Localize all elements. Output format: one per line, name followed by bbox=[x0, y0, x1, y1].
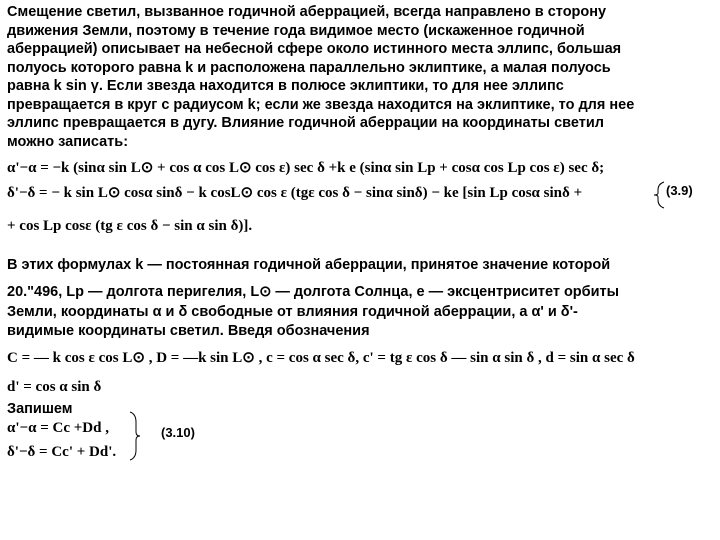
explanation-line: видимые координаты светил. Введя обозначения bbox=[7, 323, 370, 339]
formula-3-10-delta: δ'−δ = Cc' + Dd'. bbox=[7, 444, 117, 460]
explanation-line: Земли, координаты α и δ свободные от влияния годичной аберрации, а α' и δ'- bbox=[7, 304, 578, 320]
intro-line: равна k sin γ. Если звезда находится в полюсе эклиптики, то для нее эллипс bbox=[7, 78, 564, 94]
intro-line: превращается в круг с радиусом k; если же звезда находится на эклиптике, то для нее bbox=[7, 96, 635, 113]
formula-alpha: α'−α = −k (sinα sin L⊙ + cos α cos L⊙ cos ε) sec δ +k e (sinα sin Lp + cosα cos Lp cos ε) sec δ; bbox=[7, 160, 605, 176]
intro-line: можно записать: bbox=[7, 133, 129, 150]
brace-icon bbox=[128, 410, 142, 462]
intro-line: Смещение светил, вызванное годичной аберрацией, всегда направлено в сторону bbox=[7, 4, 607, 20]
formula-delta-line1: δ'−δ = − k sin L⊙ cosα sinδ − k cosL⊙ cos ε (tgε cos δ − sinα sinδ) − ke [sin Lp cosα sinδ + bbox=[7, 185, 583, 201]
intro-line: движения Земли, поэтому в течение года видимое место (искаженное годичной bbox=[7, 22, 585, 39]
brace-icon bbox=[652, 180, 666, 210]
write-label: Запишем bbox=[7, 401, 73, 417]
equation-number-3-10: (3.10) bbox=[161, 425, 195, 440]
formula-delta-line2: + cos Lp cosε (tg ε cos δ − sin α sin δ)]. bbox=[7, 218, 253, 234]
notation-line1: C = — k cos ε cos L⊙ , D = —k sin L⊙ , c = cos α sec δ, c' = tg ε cos δ — sin α sin δ , d = sin α sec δ bbox=[7, 350, 635, 366]
intro-line: аберрацией) описывает на небесной сфере около истинного места эллипс, большая bbox=[7, 41, 622, 57]
explanation-line: 20."496, Lp — долгота перигелия, L⊙ — долгота Солнца, e — эксцентриситет орбиты bbox=[7, 284, 620, 300]
formula-3-10-alpha: α'−α = Cc +Dd , bbox=[7, 420, 109, 436]
explanation-line: В этих формулах k — постоянная годичной аберрации, принятое значение которой bbox=[7, 257, 611, 273]
intro-line: полуось которого равна k и расположена параллельно эклиптике, а малая полуось bbox=[7, 59, 611, 76]
intro-line: эллипс превращается в дугу. Влияние годичной аберрации на координаты светил bbox=[7, 115, 604, 131]
notation-line2: d' = cos α sin δ bbox=[7, 379, 102, 395]
equation-number-3-9: (3.9) bbox=[666, 183, 693, 198]
